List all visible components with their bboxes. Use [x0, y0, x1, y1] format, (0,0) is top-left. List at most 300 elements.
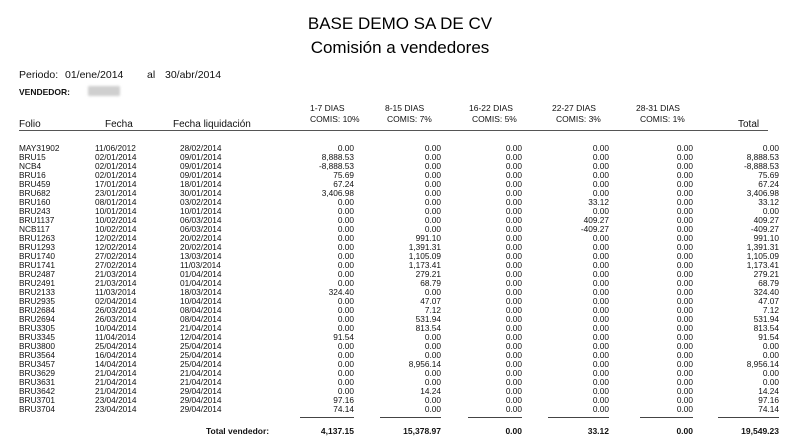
cell-fecha: 27/02/2014 [95, 260, 137, 270]
cell-range-4: 0.00 [592, 233, 609, 243]
cell-range-4: 0.00 [592, 404, 609, 414]
total-r5: 0.00 [676, 426, 693, 436]
cell-total: 0.00 [762, 350, 779, 360]
cell-range-2: 0.00 [424, 395, 441, 405]
cell-range-4: 0.00 [592, 287, 609, 297]
cell-folio: BRU3564 [19, 350, 55, 360]
cell-folio: BRU16 [19, 170, 46, 180]
cell-fecha-liquidacion: 29/04/2014 [180, 404, 222, 414]
cell-range-2: 0.00 [424, 143, 441, 153]
underline-r3 [468, 417, 522, 418]
cell-range-5: 0.00 [676, 386, 693, 396]
cell-total: 75.69 [758, 170, 779, 180]
col-range-4-days: 22-27 DIAS [552, 103, 596, 113]
cell-fecha: 12/02/2014 [95, 233, 137, 243]
cell-range-4: 0.00 [592, 377, 609, 387]
cell-range-1: 8,888.53 [321, 152, 354, 162]
cell-total: 1,173.41 [746, 260, 779, 270]
cell-range-1: 0.00 [337, 305, 354, 315]
cell-folio: BRU3800 [19, 341, 55, 351]
cell-total: 8,888.53 [746, 152, 779, 162]
table-row [0, 324, 800, 332]
cell-folio: BRU1263 [19, 233, 55, 243]
cell-range-4: 0.00 [592, 359, 609, 369]
cell-range-5: 0.00 [676, 332, 693, 342]
cell-total: 0.00 [762, 143, 779, 153]
cell-range-1: 0.00 [337, 377, 354, 387]
table-row [0, 234, 800, 242]
total-r2: 15,378.97 [403, 426, 441, 436]
col-folio: Folio [19, 119, 41, 130]
cell-range-5: 0.00 [676, 350, 693, 360]
cell-range-5: 0.00 [676, 395, 693, 405]
table-row [0, 225, 800, 233]
cell-range-1: 0.00 [337, 314, 354, 324]
cell-range-5: 0.00 [676, 287, 693, 297]
cell-folio: BRU15 [19, 152, 46, 162]
cell-folio: BRU459 [19, 179, 51, 189]
cell-range-4: 0.00 [592, 251, 609, 261]
cell-range-3: 0.00 [505, 287, 522, 297]
col-range-4-comm: COMIS: 3% [556, 114, 601, 124]
cell-fecha: 21/03/2014 [95, 269, 137, 279]
header-divider [19, 130, 768, 131]
totals-label: Total vendedor: [206, 426, 270, 436]
cell-range-5: 0.00 [676, 269, 693, 279]
cell-total: 7.12 [762, 305, 779, 315]
cell-total: 8,956.14 [746, 359, 779, 369]
table-row [0, 189, 800, 197]
cell-total: 97.16 [758, 395, 779, 405]
cell-fecha-liquidacion: 18/03/2014 [180, 287, 222, 297]
cell-fecha-liquidacion: 09/01/2014 [180, 152, 222, 162]
cell-range-2: 0.00 [424, 161, 441, 171]
cell-range-2: 0.00 [424, 179, 441, 189]
cell-range-5: 0.00 [676, 143, 693, 153]
cell-range-1: 0.00 [337, 368, 354, 378]
cell-range-3: 0.00 [505, 260, 522, 270]
cell-fecha: 11/06/2012 [95, 143, 136, 153]
cell-range-3: 0.00 [505, 404, 522, 414]
cell-range-5: 0.00 [676, 278, 693, 288]
cell-range-5: 0.00 [676, 305, 693, 315]
table-row [0, 261, 800, 269]
total-r1: 4,137.15 [320, 426, 354, 436]
company-name: BASE DEMO SA DE CV [307, 14, 493, 33]
cell-folio: BRU2684 [19, 305, 55, 315]
cell-range-2: 0.00 [424, 404, 441, 414]
cell-range-2: 0.00 [424, 224, 441, 234]
cell-fecha: 10/02/2014 [95, 224, 137, 234]
cell-fecha: 23/04/2014 [95, 404, 137, 414]
cell-folio: BRU3631 [19, 377, 55, 387]
cell-range-4: 0.00 [592, 341, 609, 351]
table-row [0, 342, 800, 350]
cell-folio: BRU2133 [19, 287, 55, 297]
cell-range-1: 0.00 [337, 359, 354, 369]
cell-range-1: 0.00 [337, 206, 354, 216]
cell-range-2: 0.00 [424, 152, 441, 162]
cell-total: 0.00 [762, 206, 779, 216]
cell-range-3: 0.00 [505, 323, 522, 333]
cell-total: 33.12 [758, 197, 779, 207]
cell-range-4: 0.00 [592, 395, 609, 405]
cell-range-3: 0.00 [505, 359, 522, 369]
cell-folio: BRU3704 [19, 404, 55, 414]
col-range-1-days: 1-7 DIAS [310, 103, 345, 113]
col-range-5-days: 28-31 DIAS [636, 103, 680, 113]
col-range-3-days: 16-22 DIAS [469, 103, 513, 113]
cell-range-4: 0.00 [592, 188, 609, 198]
total-grand: 19,549.23 [741, 426, 779, 436]
table-row [0, 252, 800, 260]
cell-range-4: 409.27 [583, 215, 609, 225]
cell-range-1: 75.69 [333, 170, 354, 180]
cell-range-1: 0.00 [337, 323, 354, 333]
cell-total: 0.00 [762, 341, 779, 351]
cell-range-3: 0.00 [505, 341, 522, 351]
table-row [0, 405, 800, 413]
cell-fecha: 23/04/2014 [95, 395, 137, 405]
cell-range-2: 7.12 [424, 305, 441, 315]
table-row [0, 243, 800, 251]
cell-fecha-liquidacion: 08/04/2014 [180, 305, 222, 315]
cell-range-2: 68.79 [420, 278, 441, 288]
col-fecha-liquidacion: Fecha liquidación [173, 119, 251, 130]
cell-range-5: 0.00 [676, 260, 693, 270]
cell-range-2: 813.54 [415, 323, 441, 333]
cell-total: 1,391.31 [746, 242, 779, 252]
cell-total: 279.21 [753, 269, 779, 279]
col-range-5-comm: COMIS: 1% [640, 114, 685, 124]
table-row [0, 207, 800, 215]
cell-fecha-liquidacion: 25/04/2014 [180, 350, 222, 360]
period-label: Periodo: [19, 69, 59, 81]
cell-total: 324.40 [753, 287, 779, 297]
table-row [0, 306, 800, 314]
cell-range-1: 0.00 [337, 197, 354, 207]
cell-range-5: 0.00 [676, 224, 693, 234]
cell-range-1: 0.00 [337, 242, 354, 252]
cell-fecha: 27/02/2014 [95, 251, 137, 261]
cell-range-3: 0.00 [505, 368, 522, 378]
cell-fecha-liquidacion: 10/01/2014 [180, 206, 222, 216]
vendor-name-redacted [88, 86, 120, 96]
cell-folio: MAY31902 [19, 143, 60, 153]
cell-fecha-liquidacion: 13/03/2014 [180, 251, 222, 261]
cell-fecha: 10/01/2014 [95, 206, 137, 216]
cell-range-5: 0.00 [676, 206, 693, 216]
table-row [0, 198, 800, 206]
cell-fecha-liquidacion: 01/04/2014 [180, 269, 222, 279]
cell-fecha: 11/03/2014 [95, 287, 136, 297]
cell-fecha-liquidacion: 25/04/2014 [180, 359, 222, 369]
cell-total: 68.79 [758, 278, 779, 288]
cell-fecha: 26/03/2014 [95, 314, 137, 324]
col-fecha: Fecha [105, 119, 133, 130]
period-separator: al [147, 69, 156, 81]
cell-fecha: 26/03/2014 [95, 305, 137, 315]
cell-range-3: 0.00 [505, 269, 522, 279]
table-row [0, 369, 800, 377]
cell-total: 1,105.09 [746, 251, 779, 261]
cell-fecha-liquidacion: 12/04/2014 [180, 332, 222, 342]
cell-total: 47.07 [758, 296, 779, 306]
cell-range-2: 0.00 [424, 368, 441, 378]
cell-fecha: 10/02/2014 [95, 215, 137, 225]
cell-total: 531.94 [753, 314, 779, 324]
cell-fecha-liquidacion: 09/01/2014 [180, 161, 222, 171]
cell-range-2: 1,391.31 [408, 242, 441, 252]
cell-fecha: 02/04/2014 [95, 296, 137, 306]
cell-fecha-liquidacion: 11/03/2014 [180, 260, 221, 270]
cell-range-2: 0.00 [424, 377, 441, 387]
col-range-1-comm: COMIS: 10% [310, 114, 360, 124]
cell-fecha: 21/04/2014 [95, 368, 137, 378]
table-row [0, 144, 800, 152]
cell-range-2: 0.00 [424, 215, 441, 225]
cell-range-1: 0.00 [337, 215, 354, 225]
cell-range-4: 0.00 [592, 278, 609, 288]
cell-range-2: 279.21 [415, 269, 441, 279]
cell-range-1: 0.00 [337, 386, 354, 396]
col-range-3-comm: COMIS: 5% [472, 114, 517, 124]
cell-fecha-liquidacion: 09/01/2014 [180, 170, 222, 180]
table-row [0, 297, 800, 305]
cell-range-2: 991.10 [415, 233, 441, 243]
table-row [0, 270, 800, 278]
cell-range-5: 0.00 [676, 188, 693, 198]
col-range-2-days: 8-15 DIAS [385, 103, 425, 113]
cell-fecha: 21/03/2014 [95, 278, 137, 288]
table-row [0, 171, 800, 179]
cell-range-2: 0.00 [424, 197, 441, 207]
cell-range-3: 0.00 [505, 377, 522, 387]
cell-fecha-liquidacion: 20/02/2014 [180, 242, 222, 252]
cell-range-4: 0.00 [592, 242, 609, 252]
col-total: Total [738, 119, 760, 130]
cell-folio: NCB4 [19, 161, 42, 171]
cell-range-4: 0.00 [592, 170, 609, 180]
cell-folio: BRU2487 [19, 269, 55, 279]
underline-total [718, 417, 779, 418]
cell-range-5: 0.00 [676, 170, 693, 180]
cell-range-3: 0.00 [505, 305, 522, 315]
cell-range-3: 0.00 [505, 278, 522, 288]
underline-r4 [548, 417, 609, 418]
cell-fecha-liquidacion: 29/04/2014 [180, 395, 222, 405]
cell-range-4: 0.00 [592, 296, 609, 306]
cell-range-3: 0.00 [505, 206, 522, 216]
table-row [0, 315, 800, 323]
cell-range-3: 0.00 [505, 395, 522, 405]
cell-total: -8,888.53 [743, 161, 779, 171]
cell-range-3: 0.00 [505, 215, 522, 225]
cell-range-3: 0.00 [505, 170, 522, 180]
cell-fecha-liquidacion: 25/04/2014 [180, 341, 222, 351]
cell-range-1: 0.00 [337, 278, 354, 288]
cell-range-4: 0.00 [592, 386, 609, 396]
cell-fecha-liquidacion: 01/04/2014 [180, 278, 222, 288]
cell-fecha: 21/04/2014 [95, 386, 137, 396]
cell-range-4: 33.12 [588, 197, 609, 207]
cell-range-3: 0.00 [505, 251, 522, 261]
cell-range-3: 0.00 [505, 179, 522, 189]
cell-fecha-liquidacion: 08/04/2014 [180, 314, 222, 324]
col-range-2-comm: COMIS: 7% [387, 114, 432, 124]
cell-total: 409.27 [753, 215, 779, 225]
cell-fecha-liquidacion: 03/02/2014 [180, 197, 222, 207]
cell-range-3: 0.00 [505, 161, 522, 171]
cell-range-1: 3,406.98 [321, 188, 354, 198]
cell-range-1: 0.00 [337, 296, 354, 306]
cell-range-3: 0.00 [505, 233, 522, 243]
table-row [0, 162, 800, 170]
cell-fecha-liquidacion: 21/04/2014 [180, 368, 222, 378]
cell-fecha-liquidacion: 06/03/2014 [180, 224, 222, 234]
cell-range-3: 0.00 [505, 296, 522, 306]
cell-range-1: 0.00 [337, 224, 354, 234]
cell-range-3: 0.00 [505, 224, 522, 234]
cell-range-2: 1,105.09 [408, 251, 441, 261]
cell-folio: BRU3457 [19, 359, 55, 369]
cell-range-2: 14.24 [420, 386, 441, 396]
cell-fecha: 10/04/2014 [95, 323, 137, 333]
cell-folio: BRU2491 [19, 278, 55, 288]
cell-range-2: 0.00 [424, 341, 441, 351]
report-title: Comisión a vendedores [310, 38, 490, 57]
cell-fecha-liquidacion: 21/04/2014 [180, 323, 222, 333]
cell-range-3: 0.00 [505, 188, 522, 198]
cell-fecha-liquidacion: 06/03/2014 [180, 215, 222, 225]
cell-fecha: 16/04/2014 [95, 350, 137, 360]
cell-range-5: 0.00 [676, 197, 693, 207]
cell-range-4: -409.27 [580, 224, 609, 234]
cell-range-3: 0.00 [505, 386, 522, 396]
cell-total: -409.27 [750, 224, 779, 234]
cell-range-4: 0.00 [592, 269, 609, 279]
cell-fecha: 17/01/2014 [95, 179, 137, 189]
cell-range-1: 0.00 [337, 143, 354, 153]
cell-fecha-liquidacion: 21/04/2014 [180, 377, 222, 387]
cell-folio: BRU1293 [19, 242, 55, 252]
cell-range-4: 0.00 [592, 152, 609, 162]
table-row [0, 351, 800, 359]
cell-range-2: 8,956.14 [408, 359, 441, 369]
cell-range-1: 0.00 [337, 350, 354, 360]
underline-r5 [640, 417, 693, 418]
cell-fecha-liquidacion: 18/01/2014 [180, 179, 222, 189]
cell-range-1: 0.00 [337, 269, 354, 279]
cell-total: 813.54 [753, 323, 779, 333]
cell-range-2: 531.94 [415, 314, 441, 324]
cell-range-1: 0.00 [337, 260, 354, 270]
vendor-label: VENDEDOR: [19, 87, 71, 97]
table-row [0, 216, 800, 224]
cell-fecha: 11/04/2014 [95, 332, 136, 342]
table-row [0, 180, 800, 188]
cell-range-1: 74.14 [333, 404, 354, 414]
cell-range-1: 91.54 [333, 332, 354, 342]
cell-folio: BRU160 [19, 197, 51, 207]
cell-range-4: 0.00 [592, 323, 609, 333]
cell-range-4: 0.00 [592, 350, 609, 360]
cell-total: 0.00 [762, 377, 779, 387]
cell-total: 14.24 [758, 386, 779, 396]
cell-folio: BRU2694 [19, 314, 55, 324]
period-to: 30/abr/2014 [165, 69, 222, 81]
underline-r2 [380, 417, 441, 418]
cell-folio: BRU3642 [19, 386, 55, 396]
cell-range-5: 0.00 [676, 233, 693, 243]
cell-range-1: 324.40 [328, 287, 354, 297]
cell-fecha: 25/04/2014 [95, 341, 137, 351]
cell-range-5: 0.00 [676, 152, 693, 162]
cell-range-1: 67.24 [333, 179, 354, 189]
table-row [0, 288, 800, 296]
cell-folio: BRU1137 [19, 215, 55, 225]
cell-range-5: 0.00 [676, 161, 693, 171]
cell-fecha: 14/04/2014 [95, 359, 137, 369]
cell-range-4: 0.00 [592, 305, 609, 315]
table-row [0, 360, 800, 368]
cell-range-5: 0.00 [676, 242, 693, 252]
cell-total: 991.10 [753, 233, 779, 243]
cell-range-5: 0.00 [676, 359, 693, 369]
cell-range-1: -8,888.53 [318, 161, 354, 171]
table-row [0, 387, 800, 395]
cell-folio: BRU2935 [19, 296, 55, 306]
cell-folio: BRU682 [19, 188, 51, 198]
cell-range-5: 0.00 [676, 323, 693, 333]
cell-folio: BRU1741 [19, 260, 55, 270]
cell-fecha: 02/01/2014 [95, 152, 137, 162]
cell-range-2: 1,173.41 [408, 260, 441, 270]
cell-range-5: 0.00 [676, 368, 693, 378]
cell-range-3: 0.00 [505, 332, 522, 342]
cell-range-4: 0.00 [592, 161, 609, 171]
cell-range-5: 0.00 [676, 341, 693, 351]
cell-fecha: 08/01/2014 [95, 197, 137, 207]
cell-folio: BRU1740 [19, 251, 55, 261]
table-row [0, 378, 800, 386]
cell-range-5: 0.00 [676, 179, 693, 189]
cell-range-2: 0.00 [424, 170, 441, 180]
cell-range-3: 0.00 [505, 143, 522, 153]
table-row [0, 153, 800, 161]
cell-range-1: 97.16 [333, 395, 354, 405]
cell-range-1: 0.00 [337, 251, 354, 261]
table-row [0, 333, 800, 341]
cell-range-3: 0.00 [505, 152, 522, 162]
cell-total: 67.24 [758, 179, 779, 189]
cell-folio: NCB117 [19, 224, 50, 234]
cell-range-4: 0.00 [592, 179, 609, 189]
cell-range-4: 0.00 [592, 206, 609, 216]
cell-range-4: 0.00 [592, 143, 609, 153]
table-row [0, 279, 800, 287]
cell-range-1: 0.00 [337, 233, 354, 243]
cell-range-2: 47.07 [420, 296, 441, 306]
cell-fecha: 12/02/2014 [95, 242, 137, 252]
cell-folio: BRU243 [19, 206, 51, 216]
cell-total: 74.14 [758, 404, 779, 414]
cell-range-1: 0.00 [337, 341, 354, 351]
total-r4: 33.12 [587, 426, 609, 436]
cell-range-5: 0.00 [676, 404, 693, 414]
cell-folio: BRU3629 [19, 368, 55, 378]
cell-range-4: 0.00 [592, 260, 609, 270]
